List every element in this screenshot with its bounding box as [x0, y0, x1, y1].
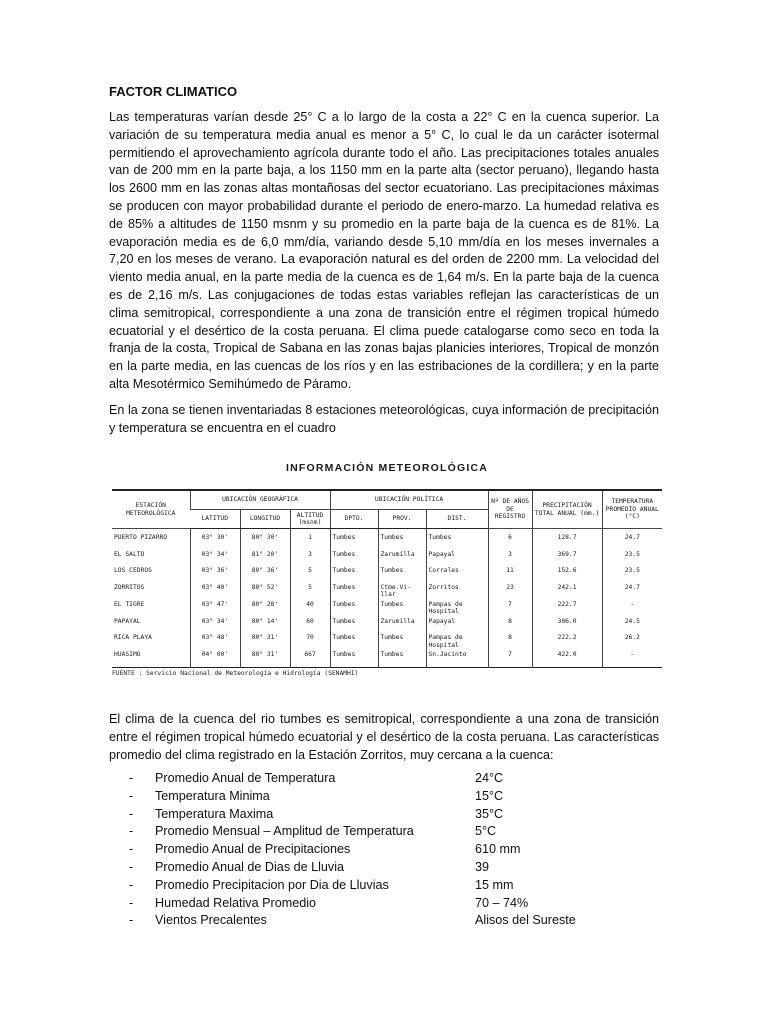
cell-alt: 5 [290, 583, 330, 600]
list-value: 70 – 74% [475, 895, 529, 910]
list-value: 39 [475, 859, 490, 874]
cell-lat: 03° 40' [190, 583, 240, 600]
list-item [109, 912, 669, 930]
list-item [109, 841, 669, 859]
meteorological-table [112, 489, 662, 668]
cell-lon: 80° 36' [240, 566, 290, 583]
cell-years: 11 [488, 566, 532, 583]
list-label: Promedio Anual de Precipitaciones [155, 842, 351, 857]
cell-dist: Zorritos [426, 583, 488, 600]
cell-lon: 80° 31' [240, 650, 290, 667]
cell-precip: 422.0 [532, 650, 602, 667]
list-value: 5°C [475, 824, 497, 839]
cell-dpto: Tumbes [330, 566, 378, 583]
cell-alt: 40 [290, 600, 330, 617]
cell-lat: 03° 34' [190, 550, 240, 567]
list-dash: - [129, 913, 134, 928]
list-dash: - [129, 771, 134, 785]
cell-prov: Tumbes [378, 650, 426, 667]
cell-dist: Papayal [426, 550, 488, 567]
cell-temp: 24.7 [602, 529, 662, 550]
table-row [112, 650, 662, 667]
zorritos-paragraph: El clima de la cuenca del rio tumbes es semitropical, correspondiente a una zona de transición entre el régimen tropical húmedo ecuatorial y el desértico de la costa peruana. Las características promedio del clima registrado en la Estación Zorritos, muy cercana a la cuenca: [109, 712, 659, 762]
list-label: Humedad Relativa Promedio [155, 895, 317, 910]
table-row [112, 617, 662, 634]
header-prov: PROV. [378, 510, 426, 529]
table-title: INFORMACIÓN METEOROLÓGICA [285, 462, 489, 474]
section-heading: FACTOR CLIMATICO [109, 84, 238, 99]
zorritos-section [109, 711, 659, 772]
cell-dpto: Tumbes [330, 583, 378, 600]
list-dash: - [129, 788, 134, 803]
header-years: Nº DE AÑOS DE REGISTRO [488, 490, 532, 529]
cell-precip: 128.7 [532, 529, 602, 550]
cell-station: EL SALTO [114, 550, 145, 558]
cell-dpto: Tumbes [330, 650, 378, 667]
cell-alt: 3 [290, 550, 330, 567]
cell-years: 7 [488, 650, 532, 667]
cell-alt: 667 [290, 650, 330, 667]
cell-prov: Zarumilla [378, 550, 426, 567]
list-value: 24°C [475, 771, 504, 785]
header-dist: DIST. [426, 510, 488, 529]
list-dash: - [129, 824, 134, 839]
cell-precip: 222.2 [532, 633, 602, 650]
cell-dist: Pampas de Hospital [426, 633, 488, 650]
list-value: 15°C [475, 788, 504, 803]
list-dash: - [129, 859, 134, 874]
cell-precip: 152.6 [532, 566, 602, 583]
cell-lon: 80° 31' [240, 633, 290, 650]
cell-station: RICA PLAYA [114, 634, 152, 641]
cell-dist: Corrales [426, 566, 488, 583]
cell-station: LOS CEDROS [114, 567, 152, 574]
cell-temp: 23.5 [602, 566, 662, 583]
cell-years: 8 [488, 633, 532, 650]
cell-prov: Tumbes [378, 566, 426, 583]
cell-years: 7 [488, 600, 532, 617]
header-dpto: DPTO. [330, 510, 378, 529]
table-source: FUENTE : Servicio Nacional de Meteorología e Hidrología (SENAMHI) [112, 669, 359, 677]
table-row [112, 529, 662, 550]
cell-temp: 26.2 [602, 633, 662, 650]
cell-years: 23 [488, 583, 532, 600]
cell-temp: 23.5 [602, 550, 662, 567]
cell-station: PAPAYAL [114, 617, 141, 625]
cell-prov: Zarumilla [378, 617, 426, 634]
cell-years: 6 [488, 529, 532, 550]
cell-temp: 24.5 [602, 617, 662, 634]
cell-precip: 369.7 [532, 550, 602, 567]
cell-lat: 03° 36' [190, 566, 240, 583]
table-row [112, 550, 662, 567]
list-label: Promedio Precipitacion por Dia de Lluvias [155, 877, 389, 892]
cell-precip: 242.1 [532, 583, 602, 600]
cell-lat: 03° 47' [190, 600, 240, 617]
header-temp: TEMPERATURA PROMEDIO ANUAL (°C) [602, 490, 662, 529]
cell-precip: 222.7 [532, 600, 602, 617]
header-lat: LATITUD [190, 510, 240, 529]
list-item [109, 823, 669, 841]
cell-lon: 81° 20' [240, 550, 290, 567]
list-dash: - [129, 895, 134, 910]
list-value: Alisos del Sureste [475, 913, 576, 928]
cell-lat: 03° 30' [190, 529, 240, 550]
list-label: Promedio Anual de Temperatura [155, 771, 336, 785]
cell-dpto: Tumbes [330, 550, 378, 567]
list-label: Temperatura Maxima [155, 806, 274, 821]
cell-station: ZORRITOS [114, 583, 145, 591]
header-station: ESTACIÓN METEOROLÓGICA [112, 490, 190, 529]
list-value: 35°C [475, 806, 504, 821]
cell-dist: Pampas de Hospital [426, 600, 488, 617]
cell-station: HUASIMO [114, 651, 141, 658]
list-item [109, 770, 669, 788]
list-label: Promedio Anual de Dias de Lluvia [155, 859, 345, 874]
list-label: Promedio Mensual – Amplitud de Temperatura [155, 824, 414, 839]
cell-temp: - [602, 650, 662, 667]
cell-alt: 1 [290, 529, 330, 550]
header-alt: ALTITUD (msnm) [290, 510, 330, 529]
cell-lon: 80° 14' [240, 617, 290, 634]
list-item [109, 806, 669, 824]
cell-alt: 70 [290, 633, 330, 650]
cell-lat: 04° 00' [190, 650, 240, 667]
cell-lon: 80° 52' [240, 583, 290, 600]
cell-lon: 80° 30' [240, 529, 290, 550]
list-value: 15 mm [475, 877, 514, 892]
cell-dpto: Tumbes [330, 617, 378, 634]
cell-station: EL TIGRE [114, 600, 145, 608]
cell-temp: 24.7 [602, 583, 662, 600]
document-page [109, 84, 659, 445]
cell-years: 3 [488, 550, 532, 567]
cell-lon: 80° 28' [240, 600, 290, 617]
header-lon: LONGITUD [240, 510, 290, 529]
stations-intro-paragraph: En la zona se tienen inventariadas 8 estaciones meteorológicas, cuya información de precipitación y temperatura se encuentra en el cuadro [109, 402, 659, 435]
list-item [109, 859, 669, 877]
table-row [112, 600, 662, 617]
cell-prov: Ctme.Vi-llar [378, 583, 426, 600]
cell-lat: 03° 34' [190, 617, 240, 634]
list-label: Temperatura Minima [155, 788, 270, 803]
list-dash: - [129, 806, 134, 821]
list-dash: - [129, 842, 134, 857]
header-precip: PRECIPITACIÓN TOTAL ANUAL (mm.) [532, 490, 602, 529]
cell-dpto: Tumbes [330, 600, 378, 617]
cell-dpto: Tumbes [330, 529, 378, 550]
cell-prov: Tumbes [378, 529, 426, 550]
cell-dist: Papayal [426, 617, 488, 634]
cell-dpto: Tumbes [330, 633, 378, 650]
meteorological-table-figure [112, 462, 662, 677]
list-label: Vientos Precalentes [155, 913, 267, 928]
cell-dist: Sn.Jacinto [426, 650, 488, 667]
list-item [109, 877, 669, 895]
cell-years: 8 [488, 617, 532, 634]
table-row [112, 566, 662, 583]
header-geo: UBICACIÓN GEOGRÁFICA [190, 490, 330, 510]
cell-prov: Tumbes [378, 633, 426, 650]
climate-averages-list [109, 770, 669, 930]
list-item [109, 895, 669, 913]
cell-alt: 60 [290, 617, 330, 634]
cell-prov: Tumbes [378, 600, 426, 617]
cell-station: PUERTO PIZARRO [114, 534, 168, 541]
cell-temp: - [602, 600, 662, 617]
list-item [109, 788, 669, 806]
cell-lat: 03° 48' [190, 633, 240, 650]
list-dash: - [129, 877, 134, 892]
cell-precip: 306.0 [532, 617, 602, 634]
cell-dist: Tumbes [426, 529, 488, 550]
table-row [112, 583, 662, 600]
cell-alt: 5 [290, 566, 330, 583]
table-row [112, 633, 662, 650]
header-political: UBICACIÓN POLÍTICA [330, 490, 488, 510]
list-value: 610 mm [475, 842, 521, 857]
climate-description-paragraph: Las temperaturas varían desde 25° C a lo largo de la costa a 22° C en la cuenca superior. La variación de su temperatura media anual es menor a 5° C, lo cual le da un carácter isotermal permitiendo el aprovechamiento agrícola durante todo el año. Las precipitaciones totales anuales van de 200 mm en la parte baja, a los 1150 mm en la parte alta (sector peruano), llegando hasta los 2600 mm en las zonas altas montañosas del sector ecuatoriano. Las precipitaciones máximas se producen con mayor probabilidad durante el periodo de enero-marzo. La humedad relativa es de 85% a altitudes de 1150 msnm y su promedio en la parte baja de la cuenca es de 81%. La evaporación media es de 6,0 mm/día, variando desde 5,10 mm/día en los meses invernales a 7,20 en los meses de verano. La evaporación natural es del orden de 2200 mm. La velocidad del viento media anual, en la parte media de la cuenca es de 1,64 m/s. En la parte baja de la cuenca es de 2,16 m/s. Las conjugaciones de todas estas variables reflejan las características de un clima semitropical, correspondiente a una zona de transición entre el régimen tropical húmedo ecuatorial y el desértico de la costa peruana. El clima puede catalogarse como seco en toda la franja de la costa, Tropical de Sabana en las zonas bajas planicies interiores, Tropical de monzón en la parte media, en las cuencas de los ríos y en las estribaciones de la cordillera; y en la parte alta Mesotérmico Semihúmedo de Páramo. [109, 110, 659, 391]
